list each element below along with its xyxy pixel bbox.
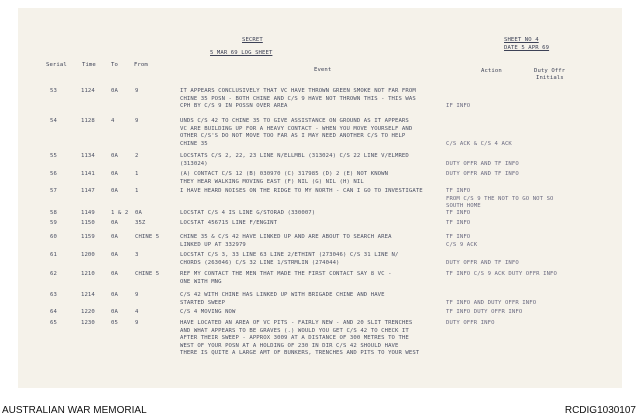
entry-from: 9 <box>135 292 139 298</box>
entry-action-note: C/S 9 ACK <box>446 241 478 248</box>
entry-to: 0A <box>111 271 118 277</box>
entry-serial: 57 <box>50 188 57 194</box>
col-header-serial: Serial <box>46 62 67 68</box>
entry-time: 1134 <box>81 153 95 159</box>
entry-serial: 58 <box>50 210 57 216</box>
entry-from: 0A <box>135 210 142 216</box>
footer-bar <box>0 401 640 419</box>
entry-action-note: DUTY OFFR AND TF INFO <box>446 171 519 177</box>
entry-to: 0A <box>111 188 118 194</box>
entry-event-line: UNDS C/S 42 TO CHINE 35 TO GIVE ASSISTANCE ON GROUND AS IT APPEARS <box>180 118 409 124</box>
entry-time: 1159 <box>81 234 95 240</box>
entry-action-note: DUTY OFFR AND TF INFO <box>446 160 519 167</box>
entry-time: 1147 <box>81 188 95 194</box>
entry-to: 0A <box>111 309 118 315</box>
entry-action-note: TF INFO <box>446 220 471 226</box>
sheet-date: DATE 5 APR 69 <box>504 45 550 51</box>
entry-time: 1230 <box>81 320 95 326</box>
entry-event-line: AFTER THEIR SWEEP - APPROX 3009 AT A DISTANCE OF 300 METRES TO THE <box>180 335 409 342</box>
entry-time: 1149 <box>81 210 95 216</box>
entry-from: CHINE 5 <box>135 271 160 277</box>
entry-event-line: ONE WITH MNG <box>180 278 222 285</box>
entry-time: 1124 <box>81 88 95 94</box>
col-header-action: Action <box>481 68 502 74</box>
entry-to: 0A <box>111 234 118 240</box>
entry-event-line: LOCSTATS C/S 2, 22, 23 LINE N/ELLMBL (313024) C/S 22 LINE V/ELMRED <box>180 153 409 159</box>
entry-time: 1141 <box>81 171 95 177</box>
entry-action-note: C/S ACK & C/S 4 ACK <box>446 140 512 147</box>
entry-serial: 54 <box>50 118 57 124</box>
entry-action-note: TF INFO <box>446 234 471 240</box>
record-id: RCDIG1030107 <box>564 405 636 416</box>
entry-action-note: TF INFO C/S 9 ACK DUTY OFFR INFO <box>446 271 557 277</box>
log-title: 5 MAR 69 LOG SHEET <box>210 50 273 56</box>
entry-serial: 64 <box>50 309 57 315</box>
entry-event-line: LOCSTAT C/S 3, 33 LINE 63 LINE 2/ETHINT (273046) C/S 31 LINE N/ <box>180 252 399 258</box>
entry-serial: 55 <box>50 153 57 159</box>
entry-event-line: C/S 4 MOVING NOW <box>180 309 236 315</box>
col-header-time: Time <box>82 62 96 68</box>
entry-event-line: LOCSTAT 456715 LINE F/ENGINT <box>180 220 278 226</box>
entry-to: 0A <box>111 171 118 177</box>
entry-action-note: DUTY OFFR AND TF INFO <box>446 259 519 266</box>
entry-action-note: TF INFO <box>446 188 471 194</box>
entry-from: 3 <box>135 252 139 258</box>
entry-serial: 56 <box>50 171 57 177</box>
entry-action-note: DUTY OFFR INFO <box>446 320 495 326</box>
archive-credit: AUSTRALIAN WAR MEMORIAL <box>2 405 147 416</box>
entry-event-line: CHINE 35 POSN - BOTH CHINE AND C/S 9 HAVE NOT THROWN THIS - THIS WAS <box>180 95 416 102</box>
entry-event-line: CHINE 35 & C/S 42 HAVE LINKED UP AND ARE ABOUT TO SEARCH AREA <box>180 234 392 240</box>
entry-event-line: CHINE 35 <box>180 140 208 147</box>
entry-from: 2 <box>135 153 139 159</box>
entry-event-line: CPH BY C/S 9 IN POSSN OVER AREA <box>180 103 288 110</box>
col-header-initials: Initials <box>536 75 564 81</box>
entry-event-line: WEST OF YOUR POSN AT A HOLDING OF 230 IN DIR C/S 42 SHOULD HAVE <box>180 342 399 349</box>
entry-from: CHINE 5 <box>135 234 160 240</box>
entry-from: 9 <box>135 118 139 124</box>
entry-event-line: HAVE LOCATED AN AREA OF VC PITS - FAIRLY NEW - AND 20 SLIT TRENCHES <box>180 320 413 326</box>
entry-action-note: TF INFO <box>446 210 471 216</box>
entry-action-note: IF INFO <box>446 103 471 110</box>
entry-from: 9 <box>135 320 139 326</box>
col-header-duty-offr: Duty Offr <box>534 68 566 74</box>
classification-heading: SECRET <box>242 37 263 43</box>
entry-event-line: IT APPEARS CONCLUSIVELY THAT VC HAVE THROWN GREEN SMOKE NOT FAR FROM <box>180 88 416 94</box>
entry-event-line: THEY HEAR WALKING MOVING EAST (F) NIL (G) NIL (H) NIL <box>180 178 364 185</box>
entry-time: 1220 <box>81 309 95 315</box>
entry-event-line: (A) CONTACT C/S 12 (B) 030970 (C) 317985 (D) 2 (E) NOT KNOWN <box>180 171 389 177</box>
sheet-number: SHEET NO 4 <box>504 37 539 43</box>
entry-time: 1150 <box>81 220 95 226</box>
entry-event-line: C/S 42 WITH CHINE HAS LINKED UP WITH BRIGADE CHINE AND HAVE <box>180 292 385 298</box>
entry-event-line: STARTED SWEEP <box>180 299 226 306</box>
entry-time: 1210 <box>81 271 95 277</box>
entry-event-line: LINKED UP AT 332979 <box>180 241 246 248</box>
entry-event-line: CHORDS (263046) C/S 32 LINE 1/STRMLIN (274044) <box>180 259 340 266</box>
entry-from: 35Z <box>135 220 146 226</box>
log-sheet-page <box>18 8 622 388</box>
entry-from: 9 <box>135 88 139 94</box>
entry-to: 4 <box>111 118 115 124</box>
entry-serial: 62 <box>50 271 57 277</box>
entry-event-line: LOCSTAT C/S 4 IS LINE G/STORAD (330007) <box>180 210 316 216</box>
col-header-from: From <box>134 62 148 68</box>
entry-to: 0A <box>111 292 118 298</box>
entry-event-line: (313024) <box>180 160 208 167</box>
entry-time: 1214 <box>81 292 95 298</box>
entry-action-note: TF INFO AND DUTY OFFR INFO <box>446 299 537 306</box>
entry-serial: 59 <box>50 220 57 226</box>
entry-action-note: TF INFO DUTY OFFR INFO <box>446 309 523 315</box>
entry-serial: 65 <box>50 320 57 326</box>
entry-from: 1 <box>135 188 139 194</box>
entry-from: 4 <box>135 309 139 315</box>
entry-to: 0A <box>111 252 118 258</box>
entry-time: 1128 <box>81 118 95 124</box>
entry-to: 0A <box>111 220 118 226</box>
entry-event-line: I HAVE HEARD NOISES ON THE RIDGE TO MY NORTH - CAN I GO TO INVESTIGATE <box>180 188 423 194</box>
entry-to: 05 <box>111 320 118 326</box>
entry-to: 0A <box>111 153 118 159</box>
entry-from: 1 <box>135 171 139 177</box>
entry-serial: 53 <box>50 88 57 94</box>
entry-to: 1 & 2 <box>111 210 129 216</box>
col-header-event: Event <box>314 67 332 73</box>
col-header-to: To <box>111 62 118 68</box>
entry-serial: 61 <box>50 252 57 258</box>
entry-event-line: THERE IS QUITE A LARGE AMT OF BUNKERS, TRENCHES AND PITS TO YOUR WEST <box>180 350 420 357</box>
entry-serial: 63 <box>50 292 57 298</box>
entry-time: 1200 <box>81 252 95 258</box>
entry-event-line: REF MY CONTACT THE MEN THAT MADE THE FIRST CONTACT SAY 8 VC - <box>180 271 392 277</box>
entry-to: 0A <box>111 88 118 94</box>
entry-serial: 60 <box>50 234 57 240</box>
entry-event-line: AND WHAT APPEARS TO BE GRAVES (.) WOULD YOU GET C/S 42 TO CHECK IT <box>180 327 409 334</box>
entry-action-note: SOUTH HOME <box>446 203 481 210</box>
entry-action-note: FROM C/S 9 THE NOT TO GO NOT SO <box>446 195 554 202</box>
entry-event-line: VC ARE BUILDING UP FOR A HEAVY CONTACT - WHEN YOU MOVE YOURSELF AND <box>180 125 413 132</box>
entry-event-line: OTHER C/S'S DO NOT MOVE TOO FAR AS I MAY NEED ANOTHER C/S TO HELP <box>180 133 406 140</box>
